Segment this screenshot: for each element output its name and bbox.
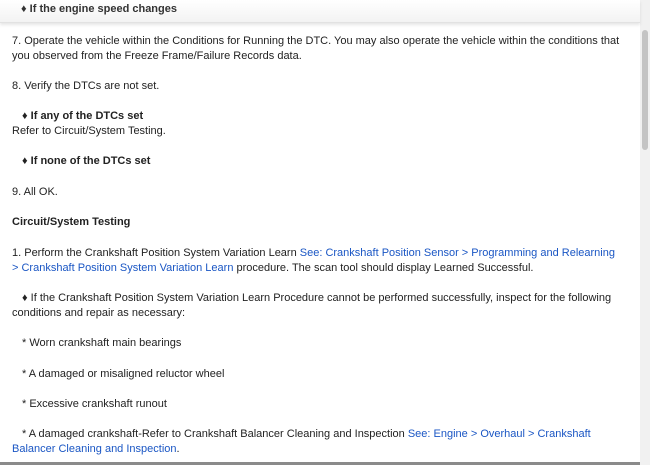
list-item-worn-bearings: * Worn crankshaft main bearings <box>22 337 182 349</box>
step-7: 7. Operate the vehicle within the Conditions for Running the DTC. You may also operate the vehicle within the conditions that you observed from the Freeze Frame/Failure Records data. <box>12 35 620 62</box>
top-header-strip <box>0 0 640 23</box>
section-heading-circuit-system-testing: Circuit/System Testing <box>12 216 131 228</box>
list-item-damaged-crankshaft <box>12 427 624 457</box>
list-item-damaged-crankshaft-prefix: * A damaged crankshaft-Refer to Crankshaft Balancer Cleaning and Inspection <box>22 428 408 440</box>
circuit-step-1-suffix: procedure. The scan tool should display Learned Successful. <box>233 262 534 274</box>
step-8: 8. Verify the DTCs are not set. <box>12 80 160 92</box>
partial-line-engine-speed: ♦ If the engine speed changes <box>21 3 177 15</box>
circuit-step-1-prefix: 1. Perform the Crankshaft Position System Variation Learn <box>12 247 300 259</box>
if-none-label: ♦ If none of the DTCs set <box>22 155 151 167</box>
if-set-action: Refer to Circuit/System Testing. <box>12 125 166 137</box>
fail-note <box>12 291 624 321</box>
if-set-label: ♦ If any of the DTCs set <box>22 110 144 122</box>
link-crankshaft-variation-learn[interactable]: See: Crankshaft Position Sensor > Programming and Relearning > Crankshaft Position System Variation Learn <box>12 247 615 274</box>
fail-note-text: ♦ If the Crankshaft Position System Variation Learn Procedure cannot be performed successfully, inspect for the following conditions and repair as necessary: <box>12 292 612 319</box>
list-item-runout: * Excessive crankshaft runout <box>22 398 167 410</box>
circuit-step-1 <box>12 246 624 276</box>
scrollbar-thumb[interactable] <box>642 30 648 150</box>
vertical-scrollbar[interactable] <box>640 0 650 465</box>
step-9: 9. All OK. <box>12 186 58 198</box>
link-crankshaft-balancer-cleaning[interactable]: See: Engine > Overhaul > Crankshaft Balancer Cleaning and Inspection <box>12 428 591 455</box>
list-item-reluctor-wheel: * A damaged or misaligned reluctor wheel <box>22 368 225 380</box>
list-item-damaged-crankshaft-suffix: . <box>176 443 180 455</box>
